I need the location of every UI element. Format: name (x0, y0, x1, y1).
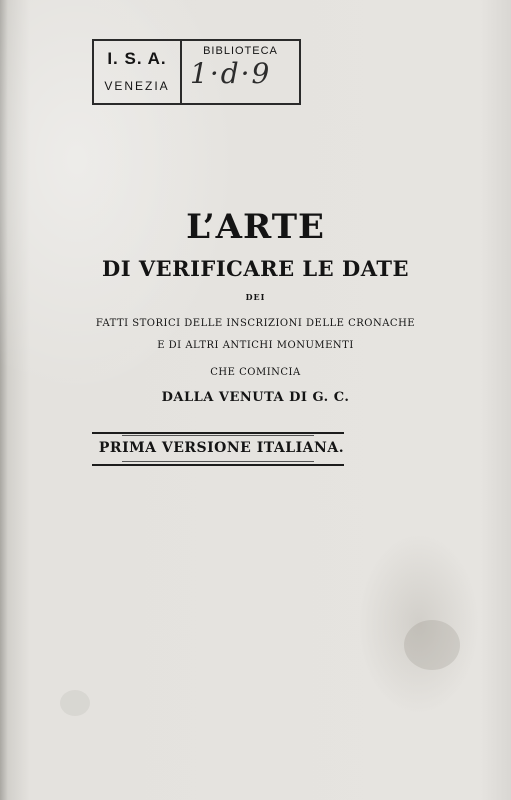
title-description-line2: E DI ALTRI ANTICHI MONUMENTI (157, 340, 354, 351)
stamp-shelfmark: 1·d·9 (190, 57, 272, 90)
stamp-city: VENEZIA (104, 79, 170, 93)
title-description-line3: CHE COMINCIA (210, 367, 301, 378)
divider-rule-top (92, 432, 344, 434)
stamp-library-label: BIBLIOTECA (203, 45, 278, 57)
stamp-institution: I. S. A. (107, 49, 167, 68)
title-description-line4: DALLA VENUTA DI G. C. (161, 390, 350, 405)
title-subtitle: DI VERIFICARE LE DATE (101, 256, 409, 281)
edition-line: PRIMA VERSIONE ITALIANA. (98, 440, 345, 456)
library-stamp (92, 39, 301, 105)
title-connector: DEI (245, 292, 266, 302)
divider-rule-bottom (92, 464, 344, 466)
title-description-line1: FATTI STORICI DELLE INSCRIZIONI DELLE CRONACHE (95, 318, 416, 329)
paper-stain (60, 690, 90, 716)
paper-stain (404, 620, 460, 670)
title-main: L’ARTE (186, 207, 325, 247)
